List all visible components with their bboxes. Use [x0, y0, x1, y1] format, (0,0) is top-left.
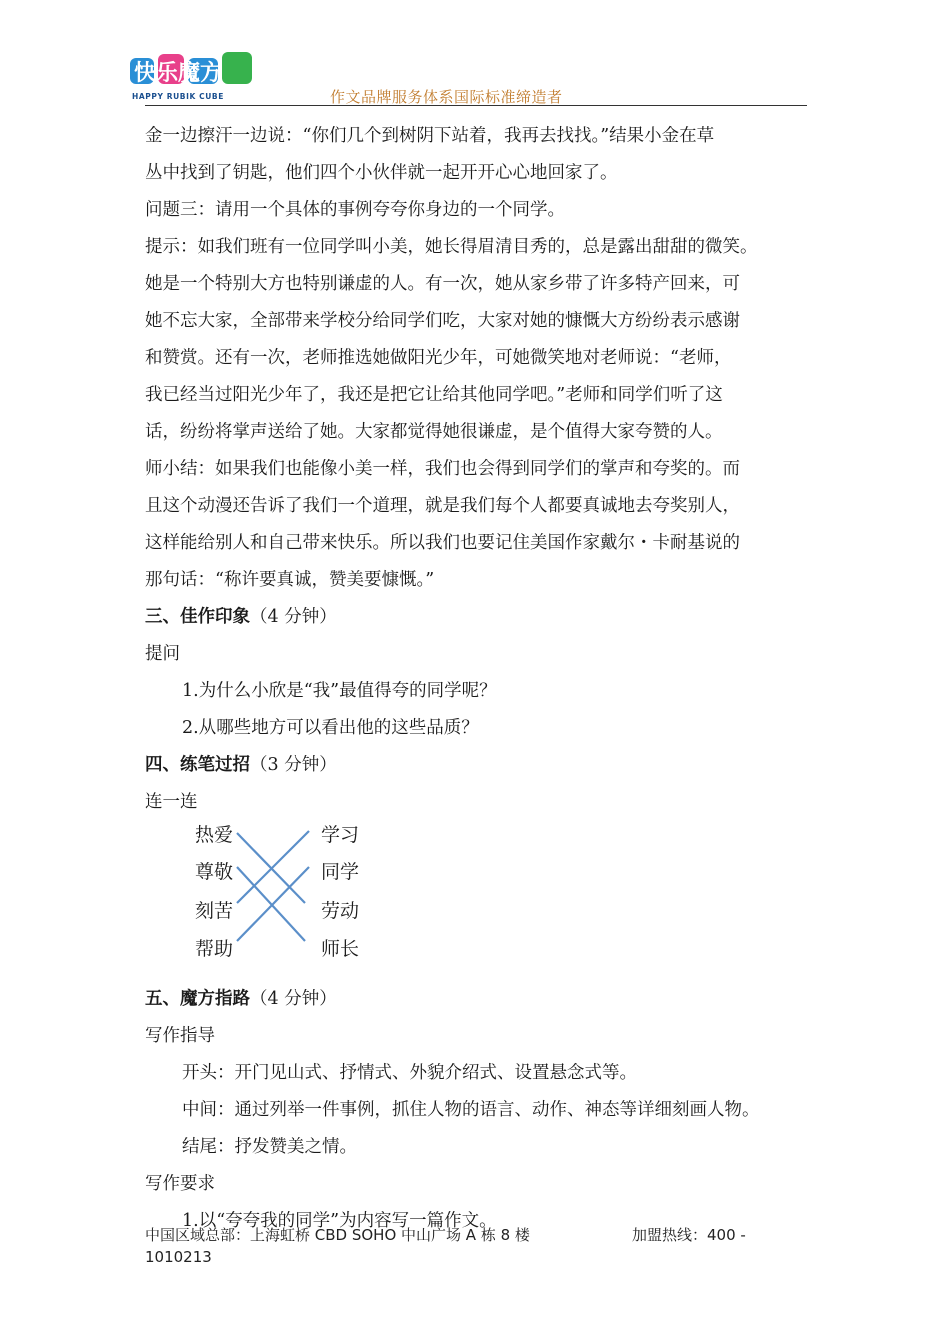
guide-item: 中间：通过列举一件事例，抓住人物的语言、动作、神态等详细刻画人物。: [182, 1100, 760, 1120]
match-left-word: 帮助: [195, 938, 234, 960]
guide-label: 写作指导: [145, 1026, 215, 1046]
requirement-item: 1.以“夸夸我的同学”为内容写一篇作文。: [182, 1211, 497, 1231]
match-right-word: 师长: [321, 938, 360, 960]
section-5-time: （4 分钟）: [250, 989, 337, 1009]
match-left-word: 热爱: [195, 824, 234, 846]
header-slogan: 作文品牌服务体系国际标准缔造者: [330, 88, 563, 106]
paragraph-line: 师小结：如果我们也能像小美一样，我们也会得到同学们的掌声和夸奖的。而: [145, 459, 740, 479]
matching-exercise: [193, 823, 423, 971]
section-4-heading: [145, 747, 810, 784]
requirement-label: 写作要求: [145, 1174, 215, 1194]
match-left-word: 尊敬: [195, 861, 234, 883]
footer-hotline: 加盟热线：400 -: [632, 1226, 746, 1244]
logo-cn-text: 快乐魔方: [134, 61, 223, 86]
match-line-3: [237, 831, 309, 903]
brand-logo: [128, 44, 258, 106]
footer-address: 中国区域总部：上海虹桥 CBD SOHO 中山广场 A 栋 8 楼: [145, 1226, 530, 1244]
match-right-word: 学习: [321, 824, 360, 846]
header-divider: [145, 105, 807, 106]
paragraph-line: 她是一个特别大方也特别谦虚的人。有一次，她从家乡带了许多特产回来，可: [145, 274, 740, 294]
section-4-label: 连一连: [145, 792, 198, 812]
page-footer: [145, 1224, 785, 1268]
footer-hotline-number: 1010213: [145, 1248, 212, 1266]
paragraph-line: 丛中找到了钥匙，他们四个小伙伴就一起开开心心地回家了。: [145, 163, 618, 183]
match-right-word: 劳动: [321, 900, 360, 922]
document-body: [145, 118, 810, 1240]
match-right-word: 同学: [321, 861, 360, 883]
paragraph-line: 提示：如我们班有一位同学叫小美，她长得眉清目秀的，总是露出甜甜的微笑。: [145, 237, 758, 257]
paragraph-line: 那句话：“称许要真诚，赞美要慷慨。”: [145, 570, 435, 590]
section-4-time: （3 分钟）: [250, 755, 337, 775]
match-left-word: 刻苦: [195, 900, 234, 922]
section-3-label: 提问: [145, 644, 180, 664]
paragraph-line: 且这个动漫还告诉了我们一个道理，就是我们每个人都要真诚地去夸奖别人，: [145, 496, 740, 516]
section-3-title: 三、佳作印象: [145, 607, 250, 627]
paragraph-line: 她不忘大家，全部带来学校分给同学们吃，大家对她的慷慨大方纷纷表示感谢: [145, 311, 740, 331]
question-item: 1.为什么小欣是“我”最值得夸的同学呢？: [182, 681, 497, 701]
logo-en-text: HAPPY RUBIK CUBE: [132, 92, 224, 101]
section-3-heading: [145, 599, 810, 636]
paragraph-line: 和赞赏。还有一次，老师推选她做阳光少年，可她微笑地对老师说：“老师，: [145, 348, 732, 368]
guide-item: 结尾：抒发赞美之情。: [182, 1137, 357, 1157]
section-4-title: 四、练笔过招: [145, 755, 250, 775]
section-5-heading: [145, 981, 810, 1018]
paragraph-line: 这样能给别人和自己带来快乐。所以我们也要记住美国作家戴尔・卡耐基说的: [145, 533, 740, 553]
paragraph-line: 金一边擦汗一边说：“你们几个到树阴下站着，我再去找找。”结果小金在草: [145, 126, 715, 146]
guide-item: 开头：开门见山式、抒情式、外貌介绍式、设置悬念式等。: [182, 1063, 637, 1083]
section-5-title: 五、魔方指路: [145, 989, 250, 1009]
section-3-time: （4 分钟）: [250, 607, 337, 627]
question-item: 2.从哪些地方可以看出他的这些品质？: [182, 718, 479, 738]
paragraph-line: 问题三：请用一个具体的事例夸夸你身边的一个同学。: [145, 200, 565, 220]
paragraph-line: 我已经当过阳光少年了，我还是把它让给其他同学吧。”老师和同学们听了这: [145, 385, 723, 405]
paragraph-line: 话，纷纷将掌声送给了她。大家都觉得她很谦虚，是个值得大家夸赞的人。: [145, 422, 723, 442]
